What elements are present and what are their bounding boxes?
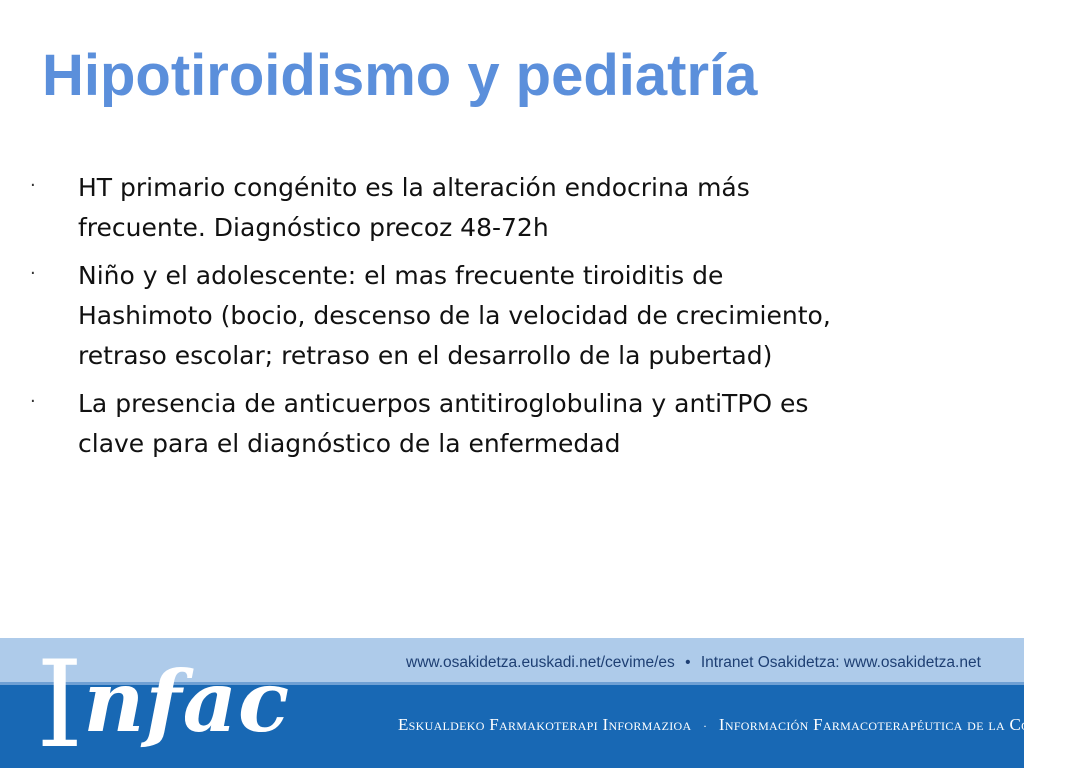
org-name-spanish: Información Farmacoterapéutica de la Comarca <box>718 715 1076 734</box>
footer-links <box>406 654 981 672</box>
bullet-line: frecuente. Diagnóstico precoz 48-72h <box>78 213 549 242</box>
slide-title: Hipotiroidismo y pediatría <box>42 43 758 108</box>
cevime-link[interactable]: www.osakidetza.euskadi.net/cevime/es <box>406 654 675 671</box>
intranet-link[interactable]: Intranet Osakidetza: www.osakidetza.net <box>700 654 981 671</box>
logo-rest: nfac <box>83 652 291 751</box>
organization-line <box>398 715 1076 735</box>
bullet-line: Hashimoto (bocio, descenso de la velocidad de crecimiento, <box>78 301 831 330</box>
org-name-basque: Eskualdeko Farmakoterapi Informazioa <box>398 715 692 734</box>
footer-banner <box>0 636 1076 775</box>
logo-initial: I <box>36 636 84 775</box>
bullet-item <box>30 384 960 464</box>
bullet-line: clave para el diagnóstico de la enfermedad <box>78 429 621 458</box>
bullet-item <box>30 256 960 376</box>
bullet-line: Niño y el adolescente: el mas frecuente tiroiditis de <box>78 261 724 290</box>
bullet-marker: · <box>30 175 36 196</box>
bullet-item <box>30 168 960 248</box>
bullet-list <box>30 168 960 472</box>
org-separator: · <box>703 719 708 733</box>
bullet-marker: · <box>30 263 36 284</box>
bullet-marker: · <box>30 391 36 412</box>
bullet-line: La presencia de anticuerpos antitiroglobulina y antiTPO es <box>78 389 809 418</box>
infac-logo <box>36 636 291 775</box>
link-separator: • <box>685 654 691 671</box>
bullet-line: retraso escolar; retraso en el desarrollo de la pubertad) <box>78 341 773 370</box>
bullet-line: HT primario congénito es la alteración endocrina más <box>78 173 750 202</box>
